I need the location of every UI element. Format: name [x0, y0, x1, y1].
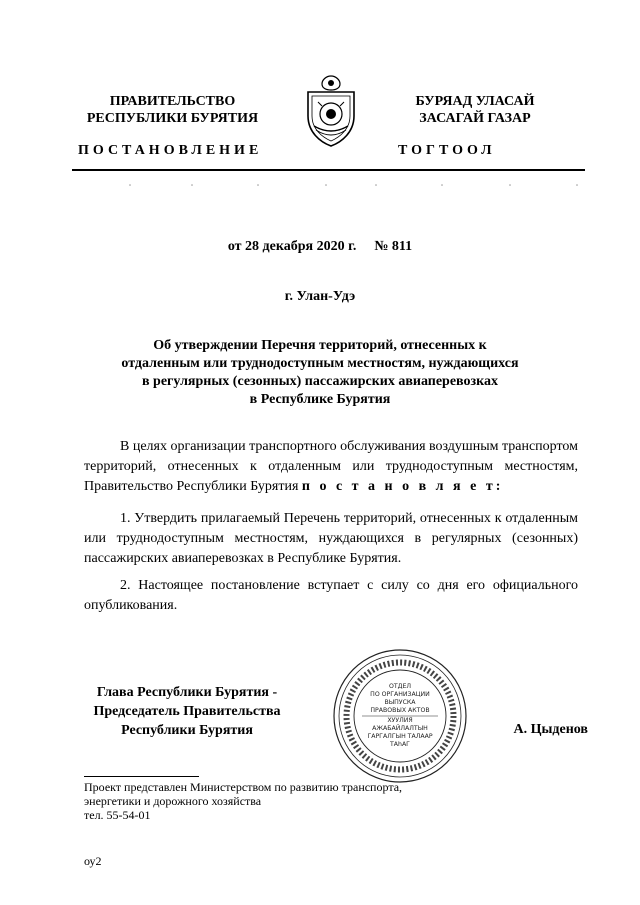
- title-line: в регулярных (сезонных) пассажирских авиаперевозках: [142, 374, 498, 389]
- resolves-word: п о с т а н о в л я е т:: [301, 479, 504, 494]
- official-stamp: [332, 648, 468, 784]
- header-divider: [72, 169, 585, 171]
- header-left-line2: РЕСПУБЛИКИ БУРЯТИЯ: [86, 111, 259, 126]
- clause-1-paragraph: 1. Утвердить прилагаемый Перечень территорий, отнесенных к отдаленным или труднодоступным местностям, нуждающихся в регулярных (сезонных) пассажирских авиаперевозках в Республике Бурятия.: [84, 511, 578, 566]
- preamble-text: В целях организации транспортного обслуживания воздушным транспортом территорий, отнесенных к отдаленным или труднодоступным местностям, Правительство Республики Бурятия: [84, 439, 579, 494]
- signatory-name: А. Цыденов: [513, 722, 588, 737]
- stamp-line: ПРАВОВЫХ АКТОВ: [370, 707, 430, 714]
- stamp-line: ПО ОРГАНИЗАЦИИ: [370, 691, 430, 698]
- footnote-divider: [84, 776, 199, 777]
- document-city: г. Улан-Удэ: [284, 289, 356, 304]
- position-line: Глава Республики Бурятия -: [96, 685, 278, 700]
- stamp-line: ГАРГАЛГЫН ТАЛААР: [367, 733, 433, 740]
- title-line: в Республике Бурятия: [249, 392, 391, 407]
- coat-of-arms-emblem: [300, 72, 362, 150]
- header-dotted-divider: [72, 175, 585, 181]
- title-line: Об утверждении Перечня территорий, отнесенных к: [153, 338, 487, 353]
- stamp-line: ВЫПУСКА: [384, 699, 416, 706]
- stamp-line: АЖАБАЙЛАЛТЫН: [372, 725, 428, 732]
- stamp-seal-icon: [332, 648, 468, 784]
- stamp-line: ТАһАГ: [390, 741, 410, 748]
- clause-2-paragraph: 2. Настоящее постановление вступает с силу со дня его официального опубликования.: [84, 578, 578, 613]
- document-code: оу2: [84, 854, 102, 868]
- signatory-position: [72, 683, 302, 740]
- title-line: отдаленным или труднодоступным местностям, нуждающихся: [121, 356, 519, 371]
- doc-type-left: ПОСТАНОВЛЕНИЕ: [78, 143, 263, 158]
- header-left-authority: [60, 93, 285, 127]
- header-right-line2: ЗАСАГАЙ ГАЗАР: [419, 111, 531, 126]
- footnote: [84, 780, 504, 822]
- position-line: Председатель Правительства: [93, 704, 281, 719]
- coat-of-arms-icon: [300, 72, 362, 150]
- document-title: [90, 337, 550, 409]
- footnote-line: тел. 55-54-01: [84, 808, 151, 822]
- header-left-line1: ПРАВИТЕЛЬСТВО: [109, 94, 236, 109]
- preamble-paragraph: [84, 437, 578, 497]
- stamp-line: ХУУЛИЯ: [387, 717, 413, 724]
- doc-type-right: ТОГТООЛ: [398, 143, 496, 158]
- footnote-line: Проект представлен Министерством по развитию транспорта,: [84, 780, 403, 794]
- footnote-line: энергетики и дорожного хозяйства: [84, 794, 262, 808]
- stamp-line: ОТДЕЛ: [388, 683, 412, 690]
- header-right-line1: БУРЯАД УЛАСАЙ: [415, 94, 535, 109]
- document-number: № 811: [374, 239, 413, 254]
- position-line: Республики Бурятия: [121, 723, 253, 738]
- header-right-authority: [370, 93, 580, 127]
- document-date: от 28 декабря 2020 г.: [227, 239, 357, 254]
- document-date-line: [0, 239, 640, 255]
